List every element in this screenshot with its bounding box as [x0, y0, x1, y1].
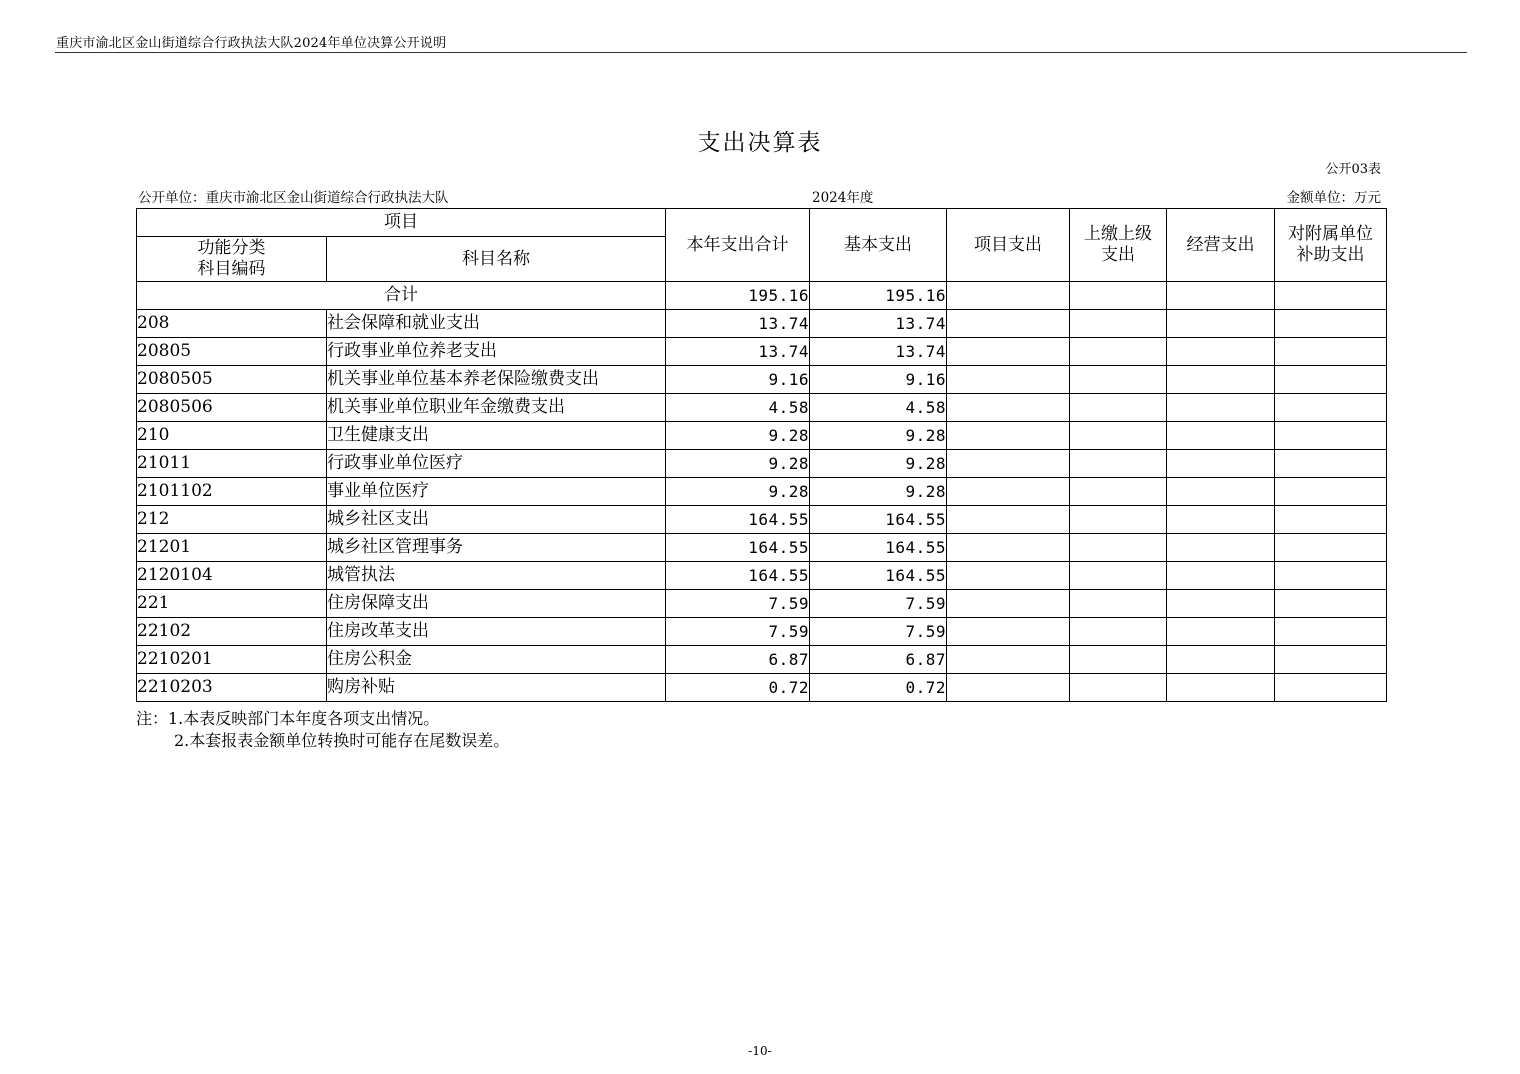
table-row — [137, 310, 1387, 338]
row-total: 6.87 — [666, 646, 810, 674]
header-upper — [1070, 209, 1167, 282]
row-subsidy — [1275, 674, 1387, 702]
table-row — [137, 646, 1387, 674]
header-subsidy — [1275, 209, 1387, 282]
row-code: 221 — [137, 590, 327, 618]
table-row — [137, 590, 1387, 618]
amount-unit: 金额单位：万元 — [1286, 190, 1381, 206]
row-name: 事业单位医疗 — [327, 478, 666, 506]
total-label: 合计 — [137, 282, 666, 310]
row-upper — [1070, 450, 1167, 478]
total-subsidy — [1275, 282, 1387, 310]
row-upper — [1070, 394, 1167, 422]
table-row — [137, 394, 1387, 422]
header-name: 科目名称 — [327, 237, 666, 282]
row-subsidy — [1275, 450, 1387, 478]
table-row — [137, 450, 1387, 478]
row-operating — [1167, 618, 1275, 646]
row-project — [947, 618, 1070, 646]
table-title: 支出决算表 — [697, 130, 823, 156]
row-code: 210 — [137, 422, 327, 450]
row-upper — [1070, 590, 1167, 618]
row-basic: 13.74 — [810, 338, 947, 366]
row-total: 164.55 — [666, 534, 810, 562]
row-total: 13.74 — [666, 338, 810, 366]
row-operating — [1167, 422, 1275, 450]
row-project — [947, 422, 1070, 450]
row-name: 住房改革支出 — [327, 618, 666, 646]
row-basic: 6.87 — [810, 646, 947, 674]
expenditure-table — [136, 208, 1387, 702]
row-subsidy — [1275, 590, 1387, 618]
row-name: 城乡社区管理事务 — [327, 534, 666, 562]
row-name: 行政事业单位养老支出 — [327, 338, 666, 366]
header-project: 项目支出 — [947, 209, 1070, 282]
row-name: 机关事业单位基本养老保险缴费支出 — [327, 366, 666, 394]
document-header: 重庆市渝北区金山街道综合行政执法大队2024年单位决算公开说明 — [56, 36, 447, 51]
row-operating — [1167, 646, 1275, 674]
row-name: 卫生健康支出 — [327, 422, 666, 450]
row-total: 9.28 — [666, 478, 810, 506]
row-operating — [1167, 450, 1275, 478]
row-project — [947, 674, 1070, 702]
row-code: 20805 — [137, 338, 327, 366]
row-basic: 164.55 — [810, 534, 947, 562]
header-basic: 基本支出 — [810, 209, 947, 282]
row-code: 2210203 — [137, 674, 327, 702]
total-basic: 195.16 — [810, 282, 947, 310]
row-project — [947, 394, 1070, 422]
row-upper — [1070, 310, 1167, 338]
row-total: 9.16 — [666, 366, 810, 394]
table-row — [137, 366, 1387, 394]
row-name: 行政事业单位医疗 — [327, 450, 666, 478]
row-operating — [1167, 310, 1275, 338]
row-subsidy — [1275, 366, 1387, 394]
total-operating — [1167, 282, 1275, 310]
row-upper — [1070, 366, 1167, 394]
row-total: 9.28 — [666, 422, 810, 450]
row-code: 22102 — [137, 618, 327, 646]
row-name: 住房保障支出 — [327, 590, 666, 618]
row-project — [947, 450, 1070, 478]
row-code: 2210201 — [137, 646, 327, 674]
row-project — [947, 310, 1070, 338]
row-upper — [1070, 422, 1167, 450]
row-operating — [1167, 534, 1275, 562]
row-total: 164.55 — [666, 562, 810, 590]
row-total: 164.55 — [666, 506, 810, 534]
header-upper-line2: 支出 — [1101, 245, 1135, 265]
header-code-line1: 功能分类 — [197, 238, 266, 258]
row-total: 13.74 — [666, 310, 810, 338]
header-upper-line1: 上缴上级 — [1084, 224, 1152, 244]
row-subsidy — [1275, 646, 1387, 674]
row-name: 城管执法 — [327, 562, 666, 590]
note-2: 2.本套报表金额单位转换时可能存在尾数误差。 — [174, 731, 510, 750]
table-notes — [136, 708, 509, 752]
note-1: 注：1.本表反映部门本年度各项支出情况。 — [136, 709, 440, 728]
header-total: 本年支出合计 — [666, 209, 810, 282]
row-subsidy — [1275, 618, 1387, 646]
table-row — [137, 618, 1387, 646]
row-total: 0.72 — [666, 674, 810, 702]
row-operating — [1167, 366, 1275, 394]
row-project — [947, 590, 1070, 618]
row-operating — [1167, 478, 1275, 506]
row-code: 2120104 — [137, 562, 327, 590]
header-code-line2: 科目编码 — [197, 259, 266, 279]
row-name: 住房公积金 — [327, 646, 666, 674]
row-basic: 9.28 — [810, 422, 947, 450]
row-basic: 13.74 — [810, 310, 947, 338]
row-name: 机关事业单位职业年金缴费支出 — [327, 394, 666, 422]
row-name: 社会保障和就业支出 — [327, 310, 666, 338]
row-operating — [1167, 674, 1275, 702]
header-item: 项目 — [137, 209, 666, 237]
row-code: 2101102 — [137, 478, 327, 506]
row-operating — [1167, 590, 1275, 618]
row-name: 城乡社区支出 — [327, 506, 666, 534]
row-project — [947, 366, 1070, 394]
row-upper — [1070, 534, 1167, 562]
row-upper — [1070, 646, 1167, 674]
row-total: 7.59 — [666, 590, 810, 618]
page-number: -10- — [748, 1044, 772, 1058]
header-subsidy-line1: 对附属单位 — [1288, 224, 1373, 244]
row-basic: 0.72 — [810, 674, 947, 702]
reporting-unit: 公开单位：重庆市渝北区金山街道综合行政执法大队 — [138, 190, 449, 206]
total-project — [947, 282, 1070, 310]
row-name: 购房补贴 — [327, 674, 666, 702]
header-subsidy-line2: 补助支出 — [1296, 245, 1365, 265]
row-upper — [1070, 674, 1167, 702]
row-total: 7.59 — [666, 618, 810, 646]
row-code: 21011 — [137, 450, 327, 478]
row-code: 2080505 — [137, 366, 327, 394]
fiscal-year: 2024年度 — [812, 190, 874, 206]
table-row — [137, 478, 1387, 506]
row-upper — [1070, 338, 1167, 366]
header-operating: 经营支出 — [1167, 209, 1275, 282]
row-code: 208 — [137, 310, 327, 338]
row-subsidy — [1275, 478, 1387, 506]
row-project — [947, 478, 1070, 506]
row-upper — [1070, 506, 1167, 534]
row-basic: 9.28 — [810, 478, 947, 506]
row-project — [947, 562, 1070, 590]
table-header — [137, 209, 1387, 282]
row-subsidy — [1275, 534, 1387, 562]
table-body — [137, 282, 1387, 702]
row-basic: 164.55 — [810, 506, 947, 534]
row-code: 21201 — [137, 534, 327, 562]
row-project — [947, 534, 1070, 562]
table-row — [137, 534, 1387, 562]
row-basic: 7.59 — [810, 590, 947, 618]
header-divider — [55, 52, 1467, 53]
header-code — [137, 237, 327, 282]
row-basic: 7.59 — [810, 618, 947, 646]
row-subsidy — [1275, 338, 1387, 366]
total-amount: 195.16 — [666, 282, 810, 310]
total-upper — [1070, 282, 1167, 310]
row-basic: 164.55 — [810, 562, 947, 590]
row-project — [947, 506, 1070, 534]
row-total: 4.58 — [666, 394, 810, 422]
table-row — [137, 674, 1387, 702]
row-project — [947, 646, 1070, 674]
row-subsidy — [1275, 562, 1387, 590]
row-basic: 9.28 — [810, 450, 947, 478]
form-number: 公开03表 — [1325, 162, 1381, 177]
row-basic: 9.16 — [810, 366, 947, 394]
row-subsidy — [1275, 310, 1387, 338]
row-upper — [1070, 562, 1167, 590]
row-subsidy — [1275, 506, 1387, 534]
row-operating — [1167, 562, 1275, 590]
row-operating — [1167, 506, 1275, 534]
row-subsidy — [1275, 422, 1387, 450]
row-operating — [1167, 338, 1275, 366]
table-row — [137, 506, 1387, 534]
row-upper — [1070, 478, 1167, 506]
row-basic: 4.58 — [810, 394, 947, 422]
total-row — [137, 282, 1387, 310]
table-row — [137, 422, 1387, 450]
row-total: 9.28 — [666, 450, 810, 478]
table-row — [137, 338, 1387, 366]
row-operating — [1167, 394, 1275, 422]
row-upper — [1070, 618, 1167, 646]
row-code: 2080506 — [137, 394, 327, 422]
row-subsidy — [1275, 394, 1387, 422]
row-code: 212 — [137, 506, 327, 534]
table-row — [137, 562, 1387, 590]
row-project — [947, 338, 1070, 366]
